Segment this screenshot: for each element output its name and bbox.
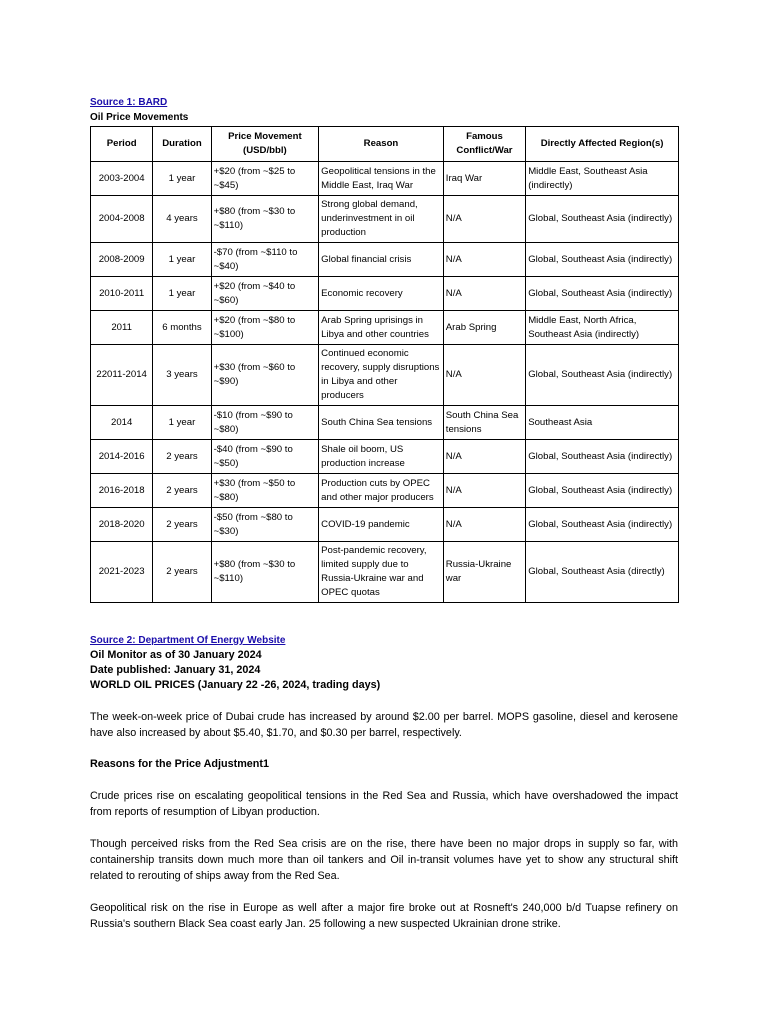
cell-price: -$40 (from ~$90 to ~$50) bbox=[211, 440, 319, 474]
cell-period: 2011 bbox=[91, 311, 153, 345]
cell-duration: 2 years bbox=[153, 474, 211, 508]
cell-region: Global, Southeast Asia (indirectly) bbox=[526, 345, 679, 406]
cell-region: Middle East, Southeast Asia (indirectly) bbox=[526, 162, 679, 196]
cell-duration: 2 years bbox=[153, 440, 211, 474]
table-caption: Oil Price Movements bbox=[90, 112, 189, 123]
cell-duration: 6 months bbox=[153, 311, 211, 345]
table-row bbox=[91, 406, 679, 440]
cell-duration: 1 year bbox=[153, 406, 211, 440]
cell-period: 22011-2014 bbox=[91, 345, 153, 406]
cell-conflict: Iraq War bbox=[443, 162, 525, 196]
header-region: Directly Affected Region(s) bbox=[526, 127, 679, 162]
cell-region: Global, Southeast Asia (indirectly) bbox=[526, 474, 679, 508]
cell-price: +$30 (from ~$50 to ~$80) bbox=[211, 474, 319, 508]
cell-reason: Economic recovery bbox=[319, 277, 444, 311]
cell-price: +$20 (from ~$25 to ~$45) bbox=[211, 162, 319, 196]
table-row bbox=[91, 196, 679, 243]
cell-reason: Arab Spring uprisings in Libya and other countries bbox=[319, 311, 444, 345]
cell-reason: COVID-19 pandemic bbox=[319, 508, 444, 542]
table-row bbox=[91, 345, 679, 406]
paragraph-crude-rise: Crude prices rise on escalating geopolitical tensions in the Red Sea and Russia, which have overshadowed the impact from reports of resumption of Libyan production. bbox=[90, 790, 678, 818]
cell-reason: South China Sea tensions bbox=[319, 406, 444, 440]
cell-price: +$30 (from ~$60 to ~$90) bbox=[211, 345, 319, 406]
cell-price: +$20 (from ~$80 to ~$100) bbox=[211, 311, 319, 345]
cell-region: Global, Southeast Asia (indirectly) bbox=[526, 243, 679, 277]
cell-reason: Geopolitical tensions in the Middle East, Iraq War bbox=[319, 162, 444, 196]
cell-duration: 2 years bbox=[153, 542, 211, 603]
header-reason: Reason bbox=[319, 127, 444, 162]
cell-period: 2008-2009 bbox=[91, 243, 153, 277]
cell-region: Global, Southeast Asia (directly) bbox=[526, 542, 679, 603]
cell-period: 2004-2008 bbox=[91, 196, 153, 243]
source1-link[interactable]: Source 1: BARD bbox=[90, 97, 168, 108]
table-row bbox=[91, 277, 679, 311]
cell-duration: 2 years bbox=[153, 508, 211, 542]
table-row bbox=[91, 243, 679, 277]
table-row bbox=[91, 474, 679, 508]
cell-duration: 3 years bbox=[153, 345, 211, 406]
cell-conflict: N/A bbox=[443, 440, 525, 474]
cell-period: 2018-2020 bbox=[91, 508, 153, 542]
cell-price: +$80 (from ~$30 to ~$110) bbox=[211, 196, 319, 243]
cell-conflict: N/A bbox=[443, 196, 525, 243]
header-conflict: Famous Conflict/War bbox=[443, 127, 525, 162]
oil-monitor-title: Oil Monitor as of 30 January 2024 bbox=[90, 649, 262, 661]
cell-reason: Strong global demand, underinvestment in oil production bbox=[319, 196, 444, 243]
cell-period: 2014 bbox=[91, 406, 153, 440]
cell-reason: Continued economic recovery, supply disruptions in Libya and other producers bbox=[319, 345, 444, 406]
header-duration: Duration bbox=[153, 127, 211, 162]
cell-conflict: N/A bbox=[443, 345, 525, 406]
paragraph-europe-risk: Geopolitical risk on the rise in Europe as well after a major fire broke out at Rosneft's 240,000 b/d Tuapse refinery on Russia's southern Black Sea coast early Jan. 25 following a new suspected Ukrainian drone strike. bbox=[90, 902, 678, 930]
table-row bbox=[91, 311, 679, 345]
document-page bbox=[90, 92, 678, 932]
cell-duration: 1 year bbox=[153, 277, 211, 311]
cell-period: 2010-2011 bbox=[91, 277, 153, 311]
cell-reason: Production cuts by OPEC and other major producers bbox=[319, 474, 444, 508]
cell-region: Global, Southeast Asia (indirectly) bbox=[526, 277, 679, 311]
source2-link[interactable]: Source 2: Department Of Energy Website bbox=[90, 635, 286, 646]
cell-conflict: Arab Spring bbox=[443, 311, 525, 345]
oil-price-table bbox=[90, 126, 679, 603]
table-header-row bbox=[91, 127, 679, 162]
paragraph-red-sea-risk: Though perceived risks from the Red Sea crisis are on the rise, there have been no major drops in supply so far, with containership transits down much more than oil tankers and Oil in-transit volumes have yet to show any structural shift related to rerouting of ships away from the Red Sea. bbox=[90, 838, 678, 882]
header-price-movement: Price Movement (USD/bbl) bbox=[211, 127, 319, 162]
table-row bbox=[91, 542, 679, 603]
reasons-heading: Reasons for the Price Adjustment1 bbox=[90, 758, 269, 770]
table-row bbox=[91, 508, 679, 542]
cell-reason: Post-pandemic recovery, limited supply due to Russia-Ukraine war and OPEC quotas bbox=[319, 542, 444, 603]
date-published: Date published: January 31, 2024 bbox=[90, 664, 261, 676]
cell-region: Global, Southeast Asia (indirectly) bbox=[526, 196, 679, 243]
cell-period: 2014-2016 bbox=[91, 440, 153, 474]
cell-price: -$10 (from ~$90 to ~$80) bbox=[211, 406, 319, 440]
cell-duration: 4 years bbox=[153, 196, 211, 243]
cell-price: -$50 (from ~$80 to ~$30) bbox=[211, 508, 319, 542]
cell-region: Southeast Asia bbox=[526, 406, 679, 440]
world-oil-prices-heading: WORLD OIL PRICES (January 22 -26, 2024, trading days) bbox=[90, 679, 381, 691]
cell-duration: 1 year bbox=[153, 243, 211, 277]
cell-period: 2016-2018 bbox=[91, 474, 153, 508]
paragraph-price-change: The week-on-week price of Dubai crude has increased by around $2.00 per barrel. MOPS gasoline, diesel and kerosene have also increased by about $5.40, $1.70, and $0.30 per barrel, respectively. bbox=[90, 711, 678, 739]
table-row bbox=[91, 162, 679, 196]
cell-region: Middle East, North Africa, Southeast Asia (indirectly) bbox=[526, 311, 679, 345]
cell-conflict: South China Sea tensions bbox=[443, 406, 525, 440]
cell-price: +$20 (from ~$40 to ~$60) bbox=[211, 277, 319, 311]
cell-period: 2021-2023 bbox=[91, 542, 153, 603]
cell-conflict: N/A bbox=[443, 508, 525, 542]
table-row bbox=[91, 440, 679, 474]
cell-region: Global, Southeast Asia (indirectly) bbox=[526, 440, 679, 474]
cell-conflict: N/A bbox=[443, 243, 525, 277]
cell-conflict: Russia-Ukraine war bbox=[443, 542, 525, 603]
cell-region: Global, Southeast Asia (indirectly) bbox=[526, 508, 679, 542]
cell-reason: Shale oil boom, US production increase bbox=[319, 440, 444, 474]
cell-period: 2003-2004 bbox=[91, 162, 153, 196]
cell-conflict: N/A bbox=[443, 474, 525, 508]
cell-reason: Global financial crisis bbox=[319, 243, 444, 277]
header-period: Period bbox=[91, 127, 153, 162]
cell-duration: 1 year bbox=[153, 162, 211, 196]
cell-price: -$70 (from ~$110 to ~$40) bbox=[211, 243, 319, 277]
cell-conflict: N/A bbox=[443, 277, 525, 311]
cell-price: +$80 (from ~$30 to ~$110) bbox=[211, 542, 319, 603]
